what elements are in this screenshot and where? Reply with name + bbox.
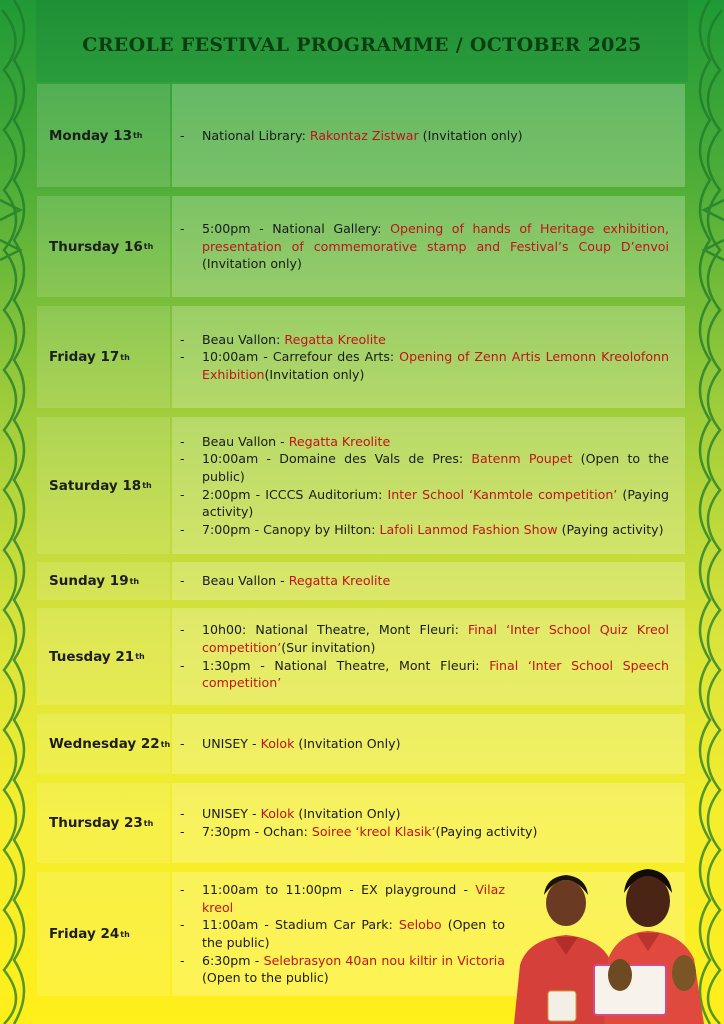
event-highlight: Selebrasyon 40an nou kiltir in Victoria [263,952,505,968]
event-highlight: Kolok [260,806,295,822]
day-label: Saturday 18 th [37,417,170,554]
day-label: Thursday 23 th [37,783,170,863]
schedule-row-thursday-16 [37,196,685,297]
event-highlight: Kolok [260,736,295,752]
schedule-row-monday [37,84,685,187]
event-item: - 10:00am - Domaine des Vals de Pres: Batenm Poupet (Open to the public) [180,450,669,485]
event-cell [172,608,685,705]
schedule-row-sunday-19 [37,562,685,600]
event-highlight: Inter School ‘Kanmtole competition’ [387,486,618,502]
event-item: - 10h00: National Theatre, Mont Fleuri: Final ‘Inter School Quiz Kreol competition’(Sur invitation) [180,621,669,656]
day-label: Thursday 16 th [37,196,170,297]
student-right-figure [594,869,704,1024]
event-item: - Beau Vallon: Regatta Kreolite [180,331,669,349]
event-item: - Beau Vallon - Regatta Kreolite [180,572,669,590]
schedule-row-tuesday-21 [37,608,685,705]
event-item: - 2:00pm - ICCCS Auditorium: Inter School ‘Kanmtole competition’ (Paying activity) [180,486,669,521]
event-highlight: Regatta Kreolite [288,573,391,589]
title-banner [36,0,688,82]
event-highlight: Regatta Kreolite [288,433,391,449]
event-item: - UNISEY - Kolok (Invitation Only) [180,805,669,823]
event-cell [172,714,685,774]
day-label: Friday 17 th [37,306,170,408]
day-label: Sunday 19 th [37,562,170,600]
page-title: CREOLE FESTIVAL PROGRAMME / OCTOBER 2025 [82,34,642,56]
event-item: - 5:00pm - National Gallery: Opening of hands of Heritage exhibition, presentation of commemorative stamp and Festival’s Coup D’envoi (Invitation only) [180,220,669,273]
event-cell [172,196,685,297]
event-cell [172,562,685,600]
event-highlight: Final ‘Inter School Speech competition’ [202,657,669,691]
event-item: - 7:00pm - Canopy by Hilton: Lafoli Lanmod Fashion Show (Paying activity) [180,521,669,539]
event-highlight: Soiree ‘kreol Klasik’ [311,824,436,839]
event-item: - National Library: Rakontaz Zistwar (Invitation only) [180,127,669,145]
event-cell [172,84,685,187]
event-highlight: Final ‘Inter School Quiz Kreol competition’ [202,622,669,655]
event-highlight: Vilaz kreol [202,882,505,915]
event-highlight: Lafoli Lanmod Fashion Show [379,521,558,537]
event-highlight: Selobo [398,917,442,933]
schedule-row-friday-17 [37,306,685,408]
event-item: - Beau Vallon - Regatta Kreolite [180,433,669,451]
event-highlight: Opening of Zenn Artis Lemonn Kreolofonn Exhibition [202,349,670,382]
event-highlight: Rakontaz Zistwar [309,127,419,143]
day-label: Friday 24 th [37,872,170,996]
event-item: - UNISEY - Kolok (Invitation Only) [180,735,669,753]
day-label: Tuesday 21 th [37,608,170,705]
schedule-row-wednesday-22 [37,714,685,774]
event-item: - 10:00am - Carrefour des Arts: Opening of Zenn Artis Lemonn Kreolofonn Exhibition(Invitation only) [180,348,669,383]
left-pattern-decoration [0,0,34,1024]
schedule-row-saturday-18 [37,417,685,554]
day-label: Monday 13 th [37,84,170,187]
event-item: - 11:00am to 11:00pm - EX playground - Vilaz kreol [180,881,505,916]
event-cell [172,306,685,408]
event-item: - 1:30pm - National Theatre, Mont Fleuri: Final ‘Inter School Speech competition’ [180,657,669,692]
event-item: - 7:30pm - Ochan: Soiree ‘kreol Klasik’(Paying activity) [180,823,669,841]
schedule-row-thursday-23 [37,783,685,863]
event-highlight: Batenm Poupet [471,451,573,467]
day-label: Wednesday 22 th [37,714,170,774]
students-photo [508,855,724,1024]
event-cell [172,417,685,554]
event-item: - 6:30pm - Selebrasyon 40an nou kiltir in Victoria (Open to the public) [180,952,505,987]
event-item: - 11:00am - Stadium Car Park: Selobo (Open to the public) [180,916,505,951]
event-highlight: Regatta Kreolite [284,331,386,347]
event-highlight: Opening of hands of Heritage exhibition, presentation of commemorative stamp and Festival’s Coup D’envoi [202,221,669,254]
event-cell [172,783,685,863]
